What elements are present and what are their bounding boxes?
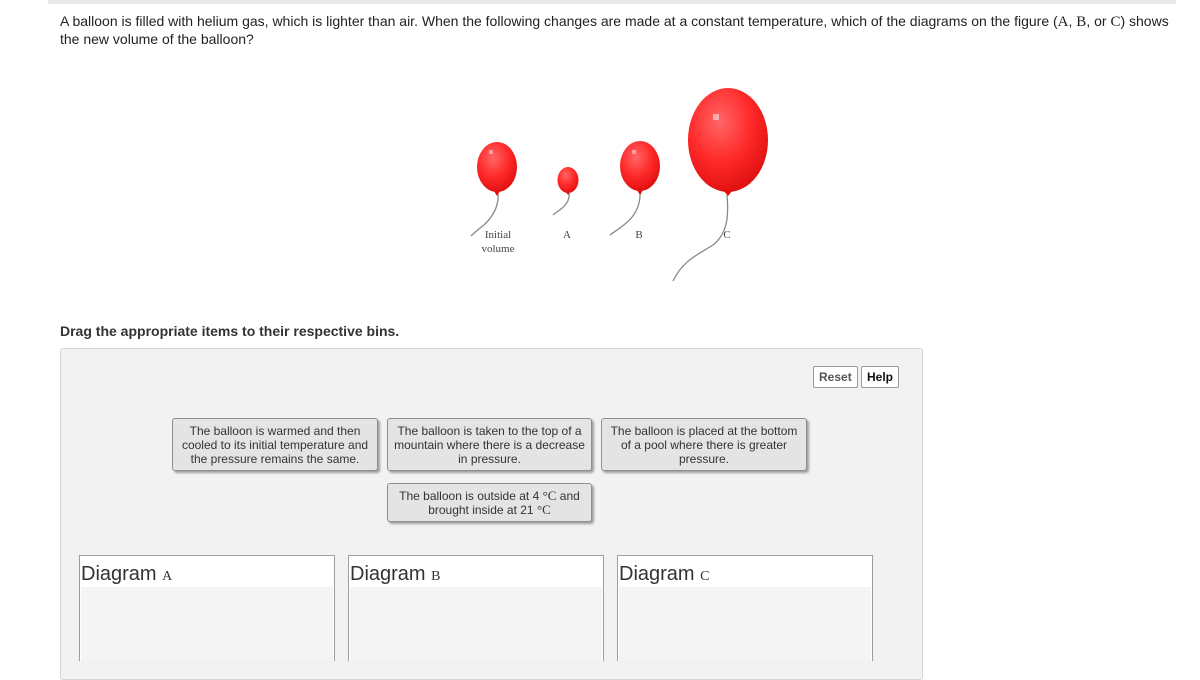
top-divider bbox=[48, 0, 1176, 4]
bin-diagram-b[interactable] bbox=[348, 555, 604, 661]
label-volume: volume bbox=[481, 243, 515, 255]
label-a: A bbox=[563, 229, 571, 241]
option-b-symbol: B bbox=[1076, 14, 1087, 30]
bin-drop-zone[interactable] bbox=[350, 587, 602, 661]
balloon-initial bbox=[471, 142, 517, 236]
bin-diagram-c[interactable] bbox=[617, 555, 873, 661]
bin-title: Diagram C bbox=[619, 563, 710, 585]
drag-item-pool[interactable]: The balloon is placed at the bottom of a pool where there is greater pressure. bbox=[601, 418, 807, 471]
reset-button[interactable]: Reset bbox=[813, 366, 858, 388]
balloon-figure bbox=[455, 82, 785, 287]
drag-item-warmed-cooled[interactable]: The balloon is warmed and then cooled to its initial temperature and the pressure remains the same. bbox=[172, 418, 378, 471]
label-c: C bbox=[723, 229, 731, 241]
bin-drop-zone[interactable] bbox=[619, 587, 871, 661]
bin-diagram-a[interactable] bbox=[79, 555, 335, 661]
option-a-symbol: A bbox=[1057, 14, 1069, 30]
instructions: Drag the appropriate items to their respective bins. bbox=[60, 323, 400, 339]
balloon-b bbox=[610, 141, 660, 235]
bin-drop-zone[interactable] bbox=[81, 587, 333, 661]
drag-item-mountain[interactable]: The balloon is taken to the top of a mountain where there is a decrease in pressure. bbox=[387, 418, 592, 471]
bin-title: Diagram B bbox=[350, 563, 441, 585]
balloon-c bbox=[673, 88, 768, 281]
balloon-a bbox=[553, 167, 579, 215]
bin-title: Diagram A bbox=[81, 563, 173, 585]
question-text: A balloon is filled with helium gas, which is lighter than air. When the following changes are made at a constant temperature, which of the diagrams on the figure (A, B, or C) shows the new volume of the balloon? bbox=[60, 13, 1169, 47]
drag-item-temperature[interactable]: The balloon is outside at 4 °C and brought inside at 21 °C bbox=[387, 483, 592, 522]
label-initial: Initial bbox=[484, 229, 512, 241]
option-c-symbol: C bbox=[1110, 14, 1121, 30]
label-b: B bbox=[635, 229, 643, 241]
help-button[interactable]: Help bbox=[861, 366, 899, 388]
